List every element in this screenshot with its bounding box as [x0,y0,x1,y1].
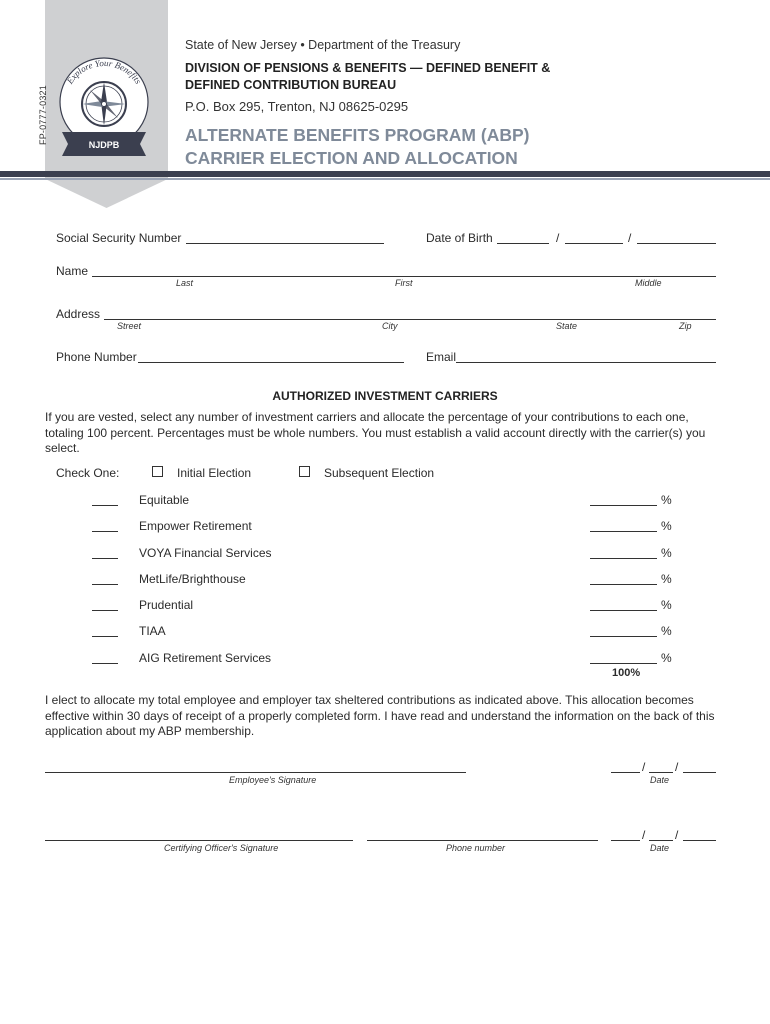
carrier-name: Equitable [139,493,190,507]
employee-date-day-field[interactable] [649,772,673,773]
check-one-label: Check One: [56,466,120,480]
carrier-percent-field[interactable] [590,558,657,559]
name-label: Name [56,264,89,278]
carrier-name: MetLife/Brighthouse [139,572,246,586]
carrier-row [0,624,770,642]
carrier-percent-field[interactable] [590,584,657,585]
employee-signature-caption: Employee's Signature [229,775,317,785]
ssn-field[interactable] [186,243,384,244]
state-department-line: State of New Jersey • Department of the Treasury [185,38,461,52]
carrier-name: Prudential [139,598,194,612]
email-field[interactable] [456,362,716,363]
form-title-line-1: ALTERNATE BENEFITS PROGRAM (ABP) [185,125,530,145]
carrier-select-blank[interactable] [92,558,118,559]
svg-text:Explore Your Benefits: Explore Your Benefits [64,57,144,86]
date-separator: / [642,828,646,842]
date-separator: / [642,760,646,774]
name-first-caption: First [395,278,413,288]
address-street-caption: Street [117,321,142,331]
initial-election-checkbox[interactable] [152,466,163,477]
dob-separator: / [628,231,632,245]
percent-sign: % [661,546,672,560]
carrier-select-blank[interactable] [92,584,118,585]
certifying-officer-signature-caption: Certifying Officer's Signature [164,843,279,853]
carrier-select-blank[interactable] [92,636,118,637]
carrier-name: Empower Retirement [139,519,252,533]
percent-sign: % [661,651,672,665]
employee-signature-field[interactable] [45,772,466,773]
carrier-row [0,546,770,564]
header-rule-light [0,178,770,180]
dob-separator: / [556,231,560,245]
carrier-percent-field[interactable] [590,610,657,611]
phone-field[interactable] [138,362,404,363]
percent-sign: % [661,624,672,638]
form-title [185,124,529,170]
dob-month-field[interactable] [497,243,549,244]
division-line-1: DIVISION OF PENSIONS & BENEFITS — DEFINED BENEFIT & [185,61,551,75]
carrier-percent-field[interactable] [590,505,657,506]
certifying-phone-caption: Phone number [446,843,506,853]
mailing-address: P.O. Box 295, Trenton, NJ 08625-0295 [185,99,409,114]
njdpb-logo [52,52,156,164]
division-line-2: DEFINED CONTRIBUTION BUREAU [185,78,397,92]
name-middle-caption: Middle [635,278,662,288]
header-rule [0,171,770,177]
address-label: Address [56,307,101,321]
address-city-caption: City [382,321,398,331]
percent-sign: % [661,493,672,507]
address-zip-caption: Zip [679,321,692,331]
certifying-date-day-field[interactable] [649,840,673,841]
carriers-instructions: If you are vested, select any number of investment carriers and allocate the percentage of your contributions to each one, totaling 100 percent. Percentages must be whole numbers. You must establish a valid account directly with the carrier(s) you select. [45,410,706,455]
logo-banner-text: NJDPB [88,140,120,150]
subsequent-election-label: Subsequent Election [324,466,435,480]
carrier-select-blank[interactable] [92,663,118,664]
carrier-name: TIAA [139,624,166,638]
form-title-line-2: CARRIER ELECTION AND ALLOCATION [185,148,518,168]
subsequent-election-checkbox[interactable] [299,466,310,477]
email-label: Email [426,350,457,364]
percent-sign: % [661,572,672,586]
carrier-select-blank[interactable] [92,505,118,506]
certifying-date-caption: Date [650,843,670,853]
carrier-select-blank[interactable] [92,531,118,532]
initial-election-label: Initial Election [177,466,252,480]
allocation-total: 100% [612,667,641,679]
date-separator: / [675,828,679,842]
certifying-phone-field[interactable] [367,840,598,841]
address-state-caption: State [556,321,578,331]
percent-sign: % [661,598,672,612]
name-last-caption: Last [176,278,194,288]
carrier-select-blank[interactable] [92,610,118,611]
carrier-percent-field[interactable] [590,531,657,532]
certifying-date-month-field[interactable] [611,840,640,841]
form-code: FP-0777-0321 [38,85,48,145]
carrier-percent-field[interactable] [590,636,657,637]
carrier-row [0,493,770,511]
carrier-name: AIG Retirement Services [139,651,272,665]
date-separator: / [675,760,679,774]
percent-sign: % [661,519,672,533]
carriers-section-title: AUTHORIZED INVESTMENT CARRIERS [272,389,498,403]
employee-date-year-field[interactable] [683,772,716,773]
phone-label: Phone Number [56,350,137,364]
name-field[interactable] [92,276,716,277]
election-statement: I elect to allocate my total employee and employer tax sheltered contributions as indicated above. This allocation becomes effective within 30 days of receipt of a properly completed form. I have read and understand the information on the back of this application about my ABP membership. [45,693,715,738]
carrier-row [0,572,770,590]
carrier-row [0,651,770,669]
certifying-date-year-field[interactable] [683,840,716,841]
dob-day-field[interactable] [565,243,623,244]
carrier-percent-field[interactable] [590,663,657,664]
dob-label: Date of Birth [426,231,493,245]
ssn-label: Social Security Number [56,231,182,245]
dob-year-field[interactable] [637,243,716,244]
employee-date-month-field[interactable] [611,772,640,773]
carrier-row [0,598,770,616]
division-name [185,60,550,94]
carrier-name: VOYA Financial Services [139,546,272,560]
address-field[interactable] [104,319,716,320]
employee-date-caption: Date [650,775,670,785]
certifying-officer-signature-field[interactable] [45,840,353,841]
carrier-row [0,519,770,537]
